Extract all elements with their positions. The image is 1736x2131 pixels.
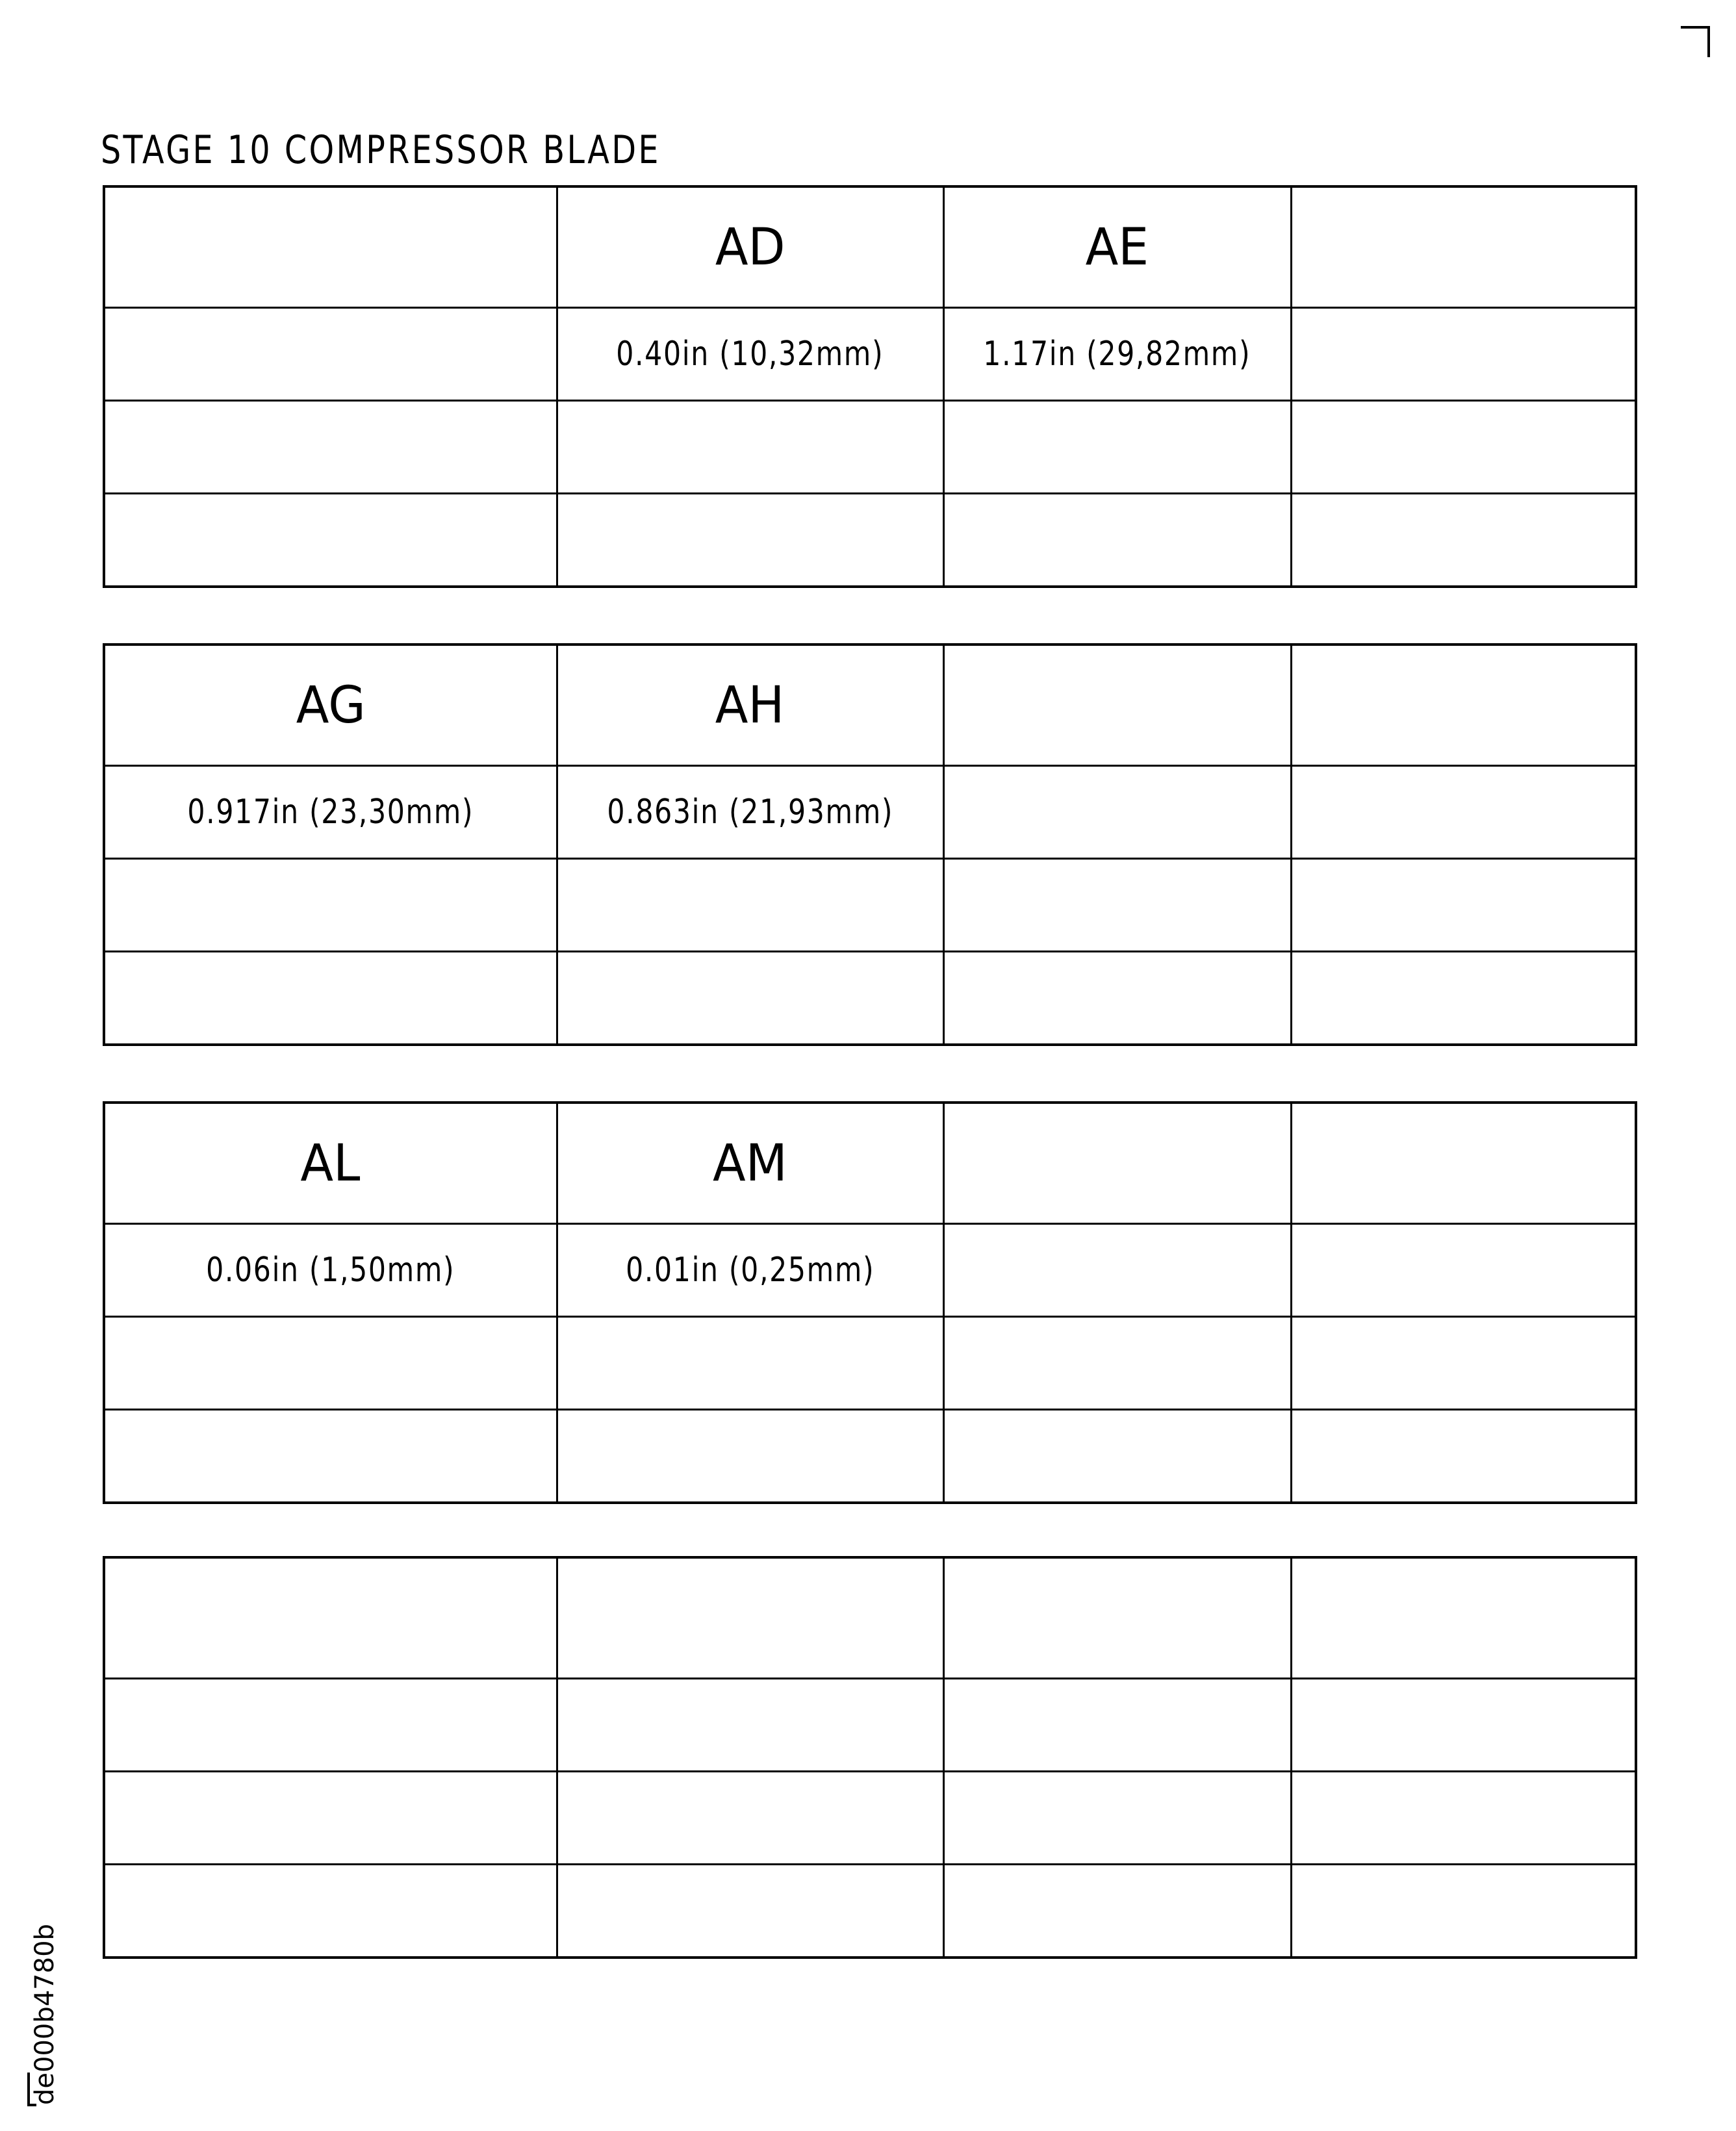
value-cell: [104, 1679, 557, 1772]
table-value-row: [104, 766, 1636, 859]
empty-cell: [557, 1317, 943, 1410]
value-cell-ag: 0.917in (23,30mm): [104, 766, 557, 859]
header-cell: [1291, 1103, 1636, 1224]
empty-cell: [943, 952, 1291, 1045]
header-cell: [943, 1103, 1291, 1224]
empty-cell: [1291, 1317, 1636, 1410]
empty-cell: [1291, 1865, 1636, 1958]
header-cell-al: AL: [104, 1103, 557, 1224]
empty-cell: [104, 1317, 557, 1410]
table-row: [104, 1772, 1636, 1865]
header-cell: [104, 186, 557, 308]
document-id: de000b4780b: [30, 1924, 60, 2105]
empty-cell: [104, 1865, 557, 1958]
value-cell-am: 0.01in (0,25mm): [557, 1224, 943, 1317]
table-value-row: [104, 1224, 1636, 1317]
header-cell-ad: AD: [557, 186, 943, 308]
table-row: [104, 859, 1636, 952]
header-cell: [557, 1557, 943, 1679]
empty-cell: [943, 859, 1291, 952]
empty-cell: [104, 401, 557, 494]
empty-cell: [943, 1772, 1291, 1865]
dimension-table-4: [103, 1556, 1637, 1959]
empty-cell: [1291, 952, 1636, 1045]
empty-cell: [557, 494, 943, 587]
empty-cell: [1291, 401, 1636, 494]
table-row: [104, 1317, 1636, 1410]
header-cell-am: AM: [557, 1103, 943, 1224]
empty-cell: [557, 401, 943, 494]
empty-cell: [943, 494, 1291, 587]
empty-cell: [104, 1772, 557, 1865]
empty-cell: [943, 1317, 1291, 1410]
empty-cell: [557, 1410, 943, 1503]
empty-cell: [557, 1865, 943, 1958]
value-cell: [1291, 1679, 1636, 1772]
table-header-row: [104, 644, 1636, 766]
header-cell: [1291, 644, 1636, 766]
empty-cell: [104, 1410, 557, 1503]
empty-cell: [943, 401, 1291, 494]
table-row: [104, 401, 1636, 494]
empty-cell: [943, 1410, 1291, 1503]
value-cell: [1291, 766, 1636, 859]
crop-mark-top-right: [1681, 26, 1710, 57]
header-cell: [1291, 1557, 1636, 1679]
value-cell: [104, 308, 557, 401]
header-cell: [1291, 186, 1636, 308]
table-value-row: [104, 1679, 1636, 1772]
table-row: [104, 952, 1636, 1045]
dimension-table-2: [103, 643, 1637, 1046]
table-row: [104, 494, 1636, 587]
table-header-row: [104, 1103, 1636, 1224]
empty-cell: [557, 1772, 943, 1865]
header-cell: [104, 1557, 557, 1679]
value-cell: [943, 766, 1291, 859]
dimension-table-1: [103, 185, 1637, 588]
empty-cell: [104, 494, 557, 587]
empty-cell: [104, 952, 557, 1045]
empty-cell: [1291, 1772, 1636, 1865]
empty-cell: [557, 952, 943, 1045]
dimension-table-3: [103, 1101, 1637, 1504]
empty-cell: [104, 859, 557, 952]
table-header-row: [104, 186, 1636, 308]
table-row: [104, 1410, 1636, 1503]
header-cell: [943, 1557, 1291, 1679]
value-cell: [943, 1679, 1291, 1772]
table-row: [104, 1865, 1636, 1958]
empty-cell: [1291, 1410, 1636, 1503]
value-cell-ad: 0.40in (10,32mm): [557, 308, 943, 401]
empty-cell: [557, 859, 943, 952]
empty-cell: [1291, 859, 1636, 952]
header-cell-ae: AE: [943, 186, 1291, 308]
value-cell: [1291, 1224, 1636, 1317]
value-cell: [1291, 308, 1636, 401]
header-cell: [943, 644, 1291, 766]
empty-cell: [943, 1865, 1291, 1958]
header-cell-ah: AH: [557, 644, 943, 766]
value-cell-ae: 1.17in (29,82mm): [943, 308, 1291, 401]
table-value-row: [104, 308, 1636, 401]
header-cell-ag: AG: [104, 644, 557, 766]
table-header-row: [104, 1557, 1636, 1679]
page-title: STAGE 10 COMPRESSOR BLADE: [101, 127, 661, 173]
value-cell: [943, 1224, 1291, 1317]
value-cell-ah: 0.863in (21,93mm): [557, 766, 943, 859]
value-cell-al: 0.06in (1,50mm): [104, 1224, 557, 1317]
empty-cell: [1291, 494, 1636, 587]
value-cell: [557, 1679, 943, 1772]
